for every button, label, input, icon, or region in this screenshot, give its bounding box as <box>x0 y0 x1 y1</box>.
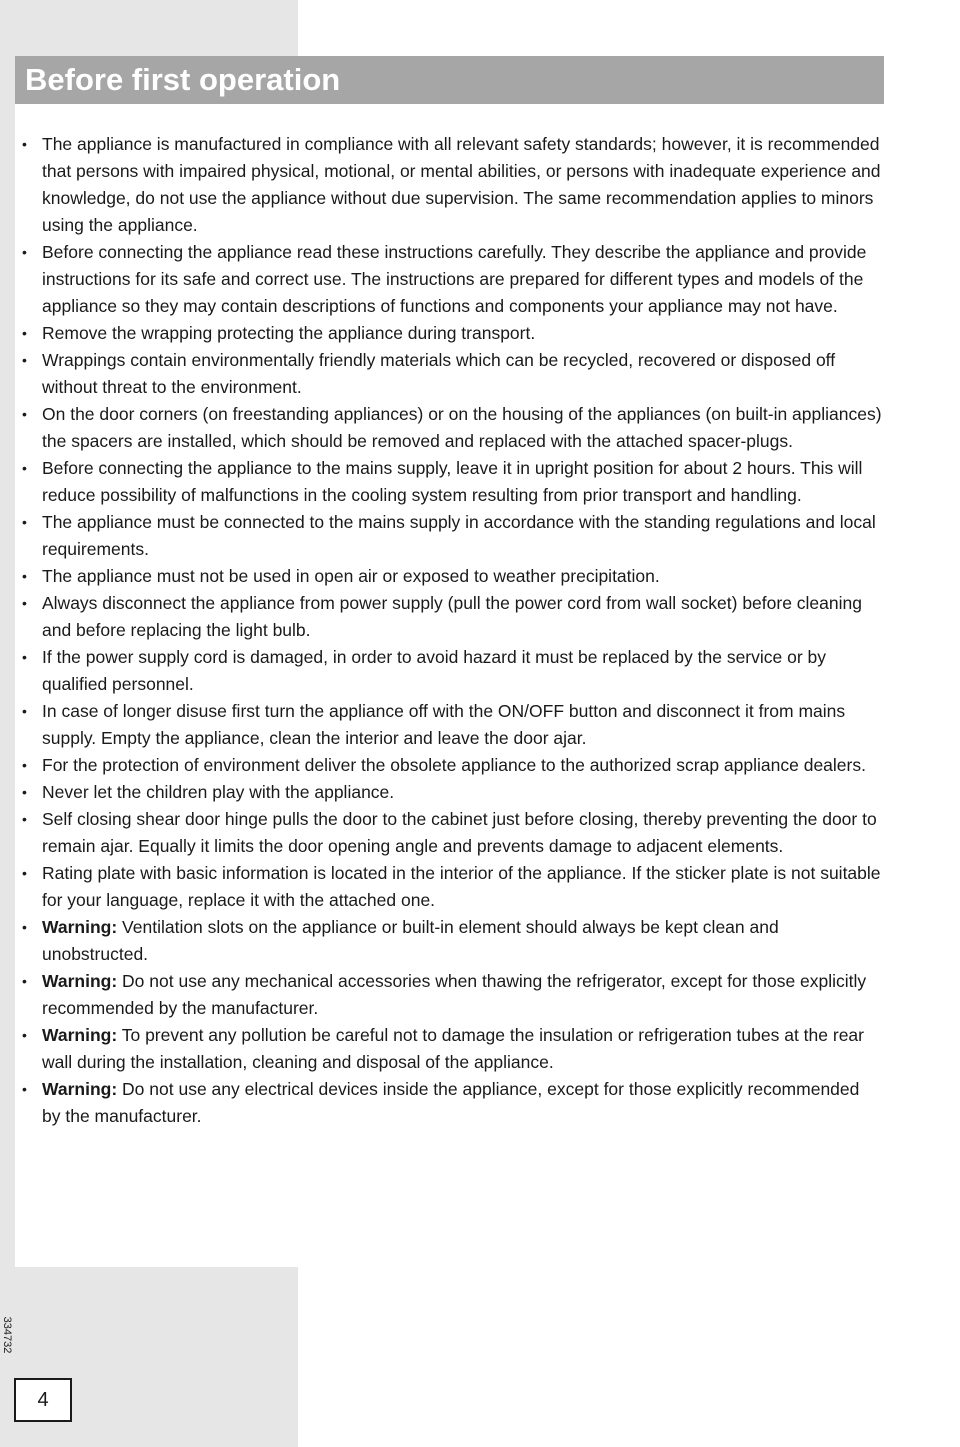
warning-label: Warning: <box>42 917 118 937</box>
list-item-text: The appliance is manufactured in compliance with all relevant safety standards; however, it is recommended that persons with impaired physical, motional, or mental abilities, or persons with inadequate experience and knowledge, do not use the appliance without due supervision. The same recommendation applies to minors using the appliance. <box>42 134 881 235</box>
list-item-text: If the power supply cord is damaged, in order to avoid hazard it must be replaced by the service or by qualified personnel. <box>42 647 827 694</box>
bullet-marker: • <box>22 325 27 341</box>
list-item <box>20 347 882 401</box>
list-item-text: To prevent any pollution be careful not to damage the insulation or refrigeration tubes at the rear wall during the installation, cleaning and disposal of the appliance. <box>42 1025 864 1072</box>
bullet-marker: • <box>22 865 27 881</box>
list-item-text: Before connecting the appliance to the mains supply, leave it in upright position for about 2 hours. This will reduce possibility of malfunctions in the cooling system resulting from prior transport and handling. <box>42 458 863 505</box>
bullet-marker: • <box>22 460 27 476</box>
list-item-text: On the door corners (on freestanding appliances) or on the housing of the appliances (on built-in appliances) the spacers are installed, which should be removed and replaced with the attached spacer-plugs. <box>42 404 882 451</box>
list-item <box>20 968 882 1022</box>
list-item-text: Ventilation slots on the appliance or built-in element should always be kept clean and unobstructed. <box>42 917 779 964</box>
list-item <box>20 401 882 455</box>
bullet-marker: • <box>22 244 27 260</box>
list-item-text: Rating plate with basic information is located in the interior of the appliance. If the sticker plate is not suitable for your language, replace it with the attached one. <box>42 863 881 910</box>
list-item-text: Before connecting the appliance read these instructions carefully. They describe the appliance and provide instructions for its safe and correct use. The instructions are prepared for different types and models of the appliance so they may contain descriptions of functions and components your appliance may not have. <box>42 242 867 316</box>
list-item-text: Always disconnect the appliance from power supply (pull the power cord from wall socket) before cleaning and before replacing the light bulb. <box>42 593 862 640</box>
page-number: 4 <box>37 1389 49 1411</box>
bullet-marker: • <box>22 1027 27 1043</box>
bullet-marker: • <box>22 919 27 935</box>
instructions-list <box>20 131 882 1130</box>
list-item <box>20 779 882 806</box>
list-item <box>20 320 882 347</box>
list-item <box>20 239 882 320</box>
list-item <box>20 860 882 914</box>
bullet-marker: • <box>22 973 27 989</box>
warning-label: Warning: <box>42 1025 118 1045</box>
warning-label: Warning: <box>42 971 118 991</box>
list-item-text: For the protection of environment deliver the obsolete appliance to the authorized scrap appliance dealers. <box>42 755 866 775</box>
list-item-text: The appliance must not be used in open air or exposed to weather precipitation. <box>42 566 660 586</box>
list-item <box>20 563 882 590</box>
list-item <box>20 806 882 860</box>
bullet-marker: • <box>22 784 27 800</box>
bullet-marker: • <box>22 568 27 584</box>
page-title: Before first operation <box>25 62 341 97</box>
list-item-text: Never let the children play with the appliance. <box>42 782 395 802</box>
bullet-marker: • <box>22 136 27 152</box>
section-title-bar <box>15 56 884 104</box>
document-code: 334732 <box>1 1316 13 1354</box>
list-item <box>20 509 882 563</box>
list-item <box>20 131 882 239</box>
list-item-text: Do not use any electrical devices inside the appliance, except for those explicitly recommended by the manufacturer. <box>42 1079 860 1126</box>
list-item-text: Remove the wrapping protecting the appliance during transport. <box>42 323 536 343</box>
list-item-text: In case of longer disuse first turn the appliance off with the ON/OFF button and disconnect it from mains supply. Empty the appliance, clean the interior and leave the door ajar. <box>42 701 846 748</box>
bullet-marker: • <box>22 406 27 422</box>
list-item <box>20 644 882 698</box>
bullet-marker: • <box>22 1081 27 1097</box>
bullet-marker: • <box>22 649 27 665</box>
list-item-text: The appliance must be connected to the mains supply in accordance with the standing regulations and local requirements. <box>42 512 876 559</box>
list-item-text: Do not use any mechanical accessories when thawing the refrigerator, except for those explicitly recommended by the manufacturer. <box>42 971 867 1018</box>
list-item <box>20 698 882 752</box>
list-item <box>20 455 882 509</box>
bullet-marker: • <box>22 595 27 611</box>
bullet-marker: • <box>22 514 27 530</box>
warning-label: Warning: <box>42 1079 118 1099</box>
bullet-marker: • <box>22 757 27 773</box>
list-item <box>20 590 882 644</box>
bullet-marker: • <box>22 703 27 719</box>
bullet-marker: • <box>22 352 27 368</box>
list-item-text: Wrappings contain environmentally friendly materials which can be recycled, recovered or disposed off without threat to the environment. <box>42 350 836 397</box>
list-item <box>20 752 882 779</box>
list-item <box>20 1076 882 1130</box>
list-item <box>20 914 882 968</box>
bullet-marker: • <box>22 811 27 827</box>
page-number-box <box>14 1378 72 1422</box>
list-item-text: Self closing shear door hinge pulls the door to the cabinet just before closing, thereby preventing the door to remain ajar. Equally it limits the door opening angle and prevents damage to adjacent elements. <box>42 809 877 856</box>
list-item <box>20 1022 882 1076</box>
